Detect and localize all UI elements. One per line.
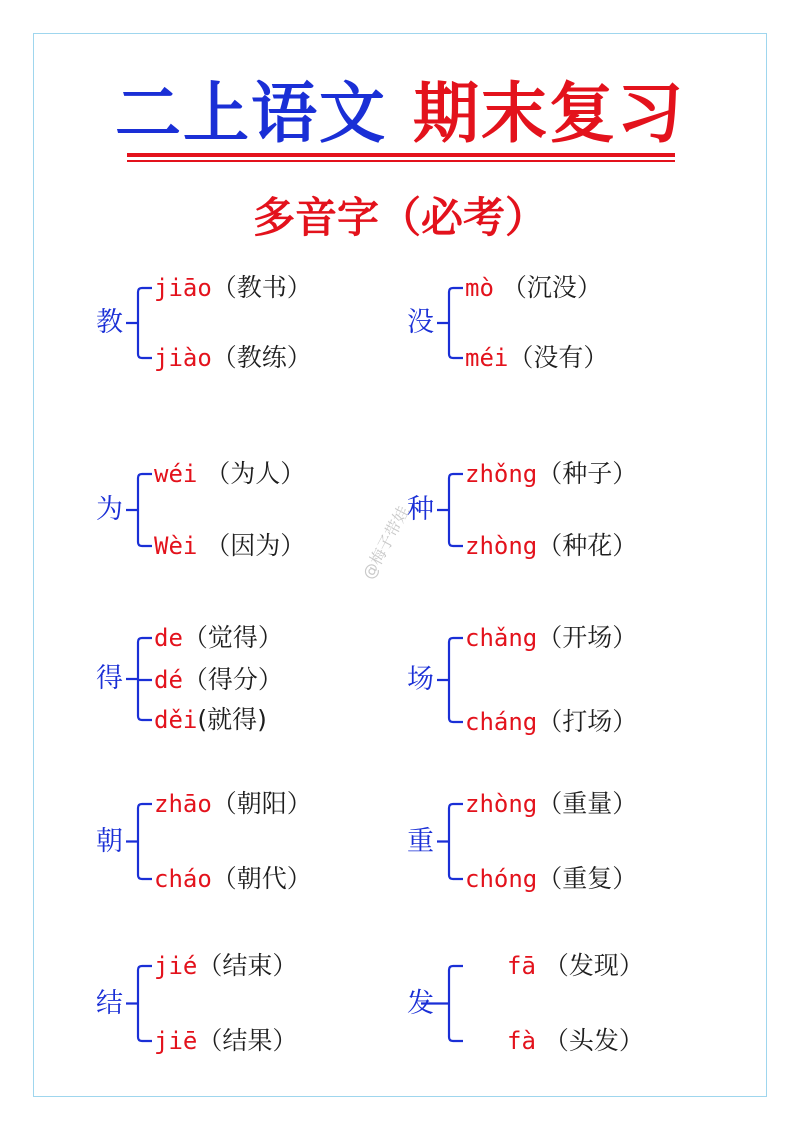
title-underline-thin [127,160,675,162]
watermark: @梅子带娃 [358,502,413,583]
head-character: 教 [96,307,123,338]
example-word: （觉得） [182,623,283,652]
pinyin: Wèi [154,532,198,560]
title-underline-thick [127,153,675,157]
polyphonic-group [96,786,416,899]
reading-row [507,1026,644,1056]
title-part-review: 期末复习 [413,75,685,152]
example-word: （种子） [537,459,638,488]
section-subtitle: 多音字（必考） [252,193,547,242]
reading-row [465,623,637,653]
reading-row [465,531,637,561]
pinyin: chóng [465,865,538,893]
example-word: （发现） [535,951,644,980]
reading-row [465,707,637,737]
reading-row [465,343,608,373]
pinyin: cháng [465,708,538,736]
pinyin: jiē [154,1027,198,1055]
example-word: （结束） [197,951,298,980]
example-word: （教书） [211,273,312,302]
pinyin: fā [507,952,536,980]
polyphonic-group [96,948,416,1061]
pinyin: chǎng [465,624,538,652]
title-part-grade: 二上语文 [115,75,387,152]
example-word: （为人） [197,459,306,488]
pinyin: méi [465,344,509,372]
pinyin: wéi [154,460,198,488]
example-word: （开场） [537,623,638,652]
example-word: （得分） [182,665,283,694]
polyphonic-group [407,620,727,742]
example-word: （教练） [211,343,312,372]
example-word: （朝阳） [211,789,312,818]
pinyin: fà [507,1027,536,1055]
head-character: 结 [96,987,123,1019]
polyphonic-group [407,786,727,899]
pinyin: zhòng [465,790,538,818]
example-word: （打场） [537,707,638,736]
pinyin: jiào [154,344,212,372]
example-word: （朝代） [211,864,312,893]
reading-row [154,665,283,695]
polyphonic-group [407,948,727,1061]
pinyin: zhǒng [465,460,538,488]
example-word: （沉没） [493,273,602,302]
reading-row [154,864,312,894]
reading-row [154,459,305,489]
reading-row [154,705,267,735]
page-title [0,74,800,154]
pinyin: zhāo [154,790,212,818]
brace-connector [407,948,477,1051]
example-word: （重量） [537,789,638,818]
reading-row [154,531,305,561]
example-word: （头发） [535,1026,644,1055]
head-character: 场 [407,664,434,695]
example-word: （没有） [508,343,609,372]
reading-row [154,343,312,373]
example-word: (就得) [197,705,267,734]
pinyin: děi [154,706,198,734]
example-word: （种花） [537,531,638,560]
example-word: （因为） [197,531,306,560]
pinyin: zhòng [465,532,538,560]
polyphonic-group [96,270,416,378]
reading-row [465,864,637,894]
head-character: 得 [96,663,123,694]
reading-row [465,273,602,303]
pinyin: mò [465,274,494,302]
pinyin: cháo [154,865,212,893]
reading-row [507,951,644,981]
head-character: 重 [407,825,434,857]
pinyin: jié [154,952,198,980]
example-word: （重复） [537,864,638,893]
polyphonic-group [407,456,727,566]
polyphonic-group [96,620,416,740]
reading-row [465,789,637,819]
head-character: 没 [407,307,434,338]
head-character: 朝 [96,825,123,857]
head-character: 种 [407,494,434,525]
reading-row [154,273,312,303]
head-character: 为 [96,494,123,525]
reading-row [154,1026,297,1056]
reading-row [154,789,312,819]
polyphonic-group [96,456,416,566]
head-character: 发 [407,987,434,1019]
reading-row [154,951,297,981]
polyphonic-group [407,270,727,378]
reading-row [465,459,637,489]
pinyin: de [154,624,183,652]
example-word: （结果） [197,1026,298,1055]
pinyin: dé [154,666,183,694]
reading-row [154,623,283,653]
pinyin: jiāo [154,274,212,302]
